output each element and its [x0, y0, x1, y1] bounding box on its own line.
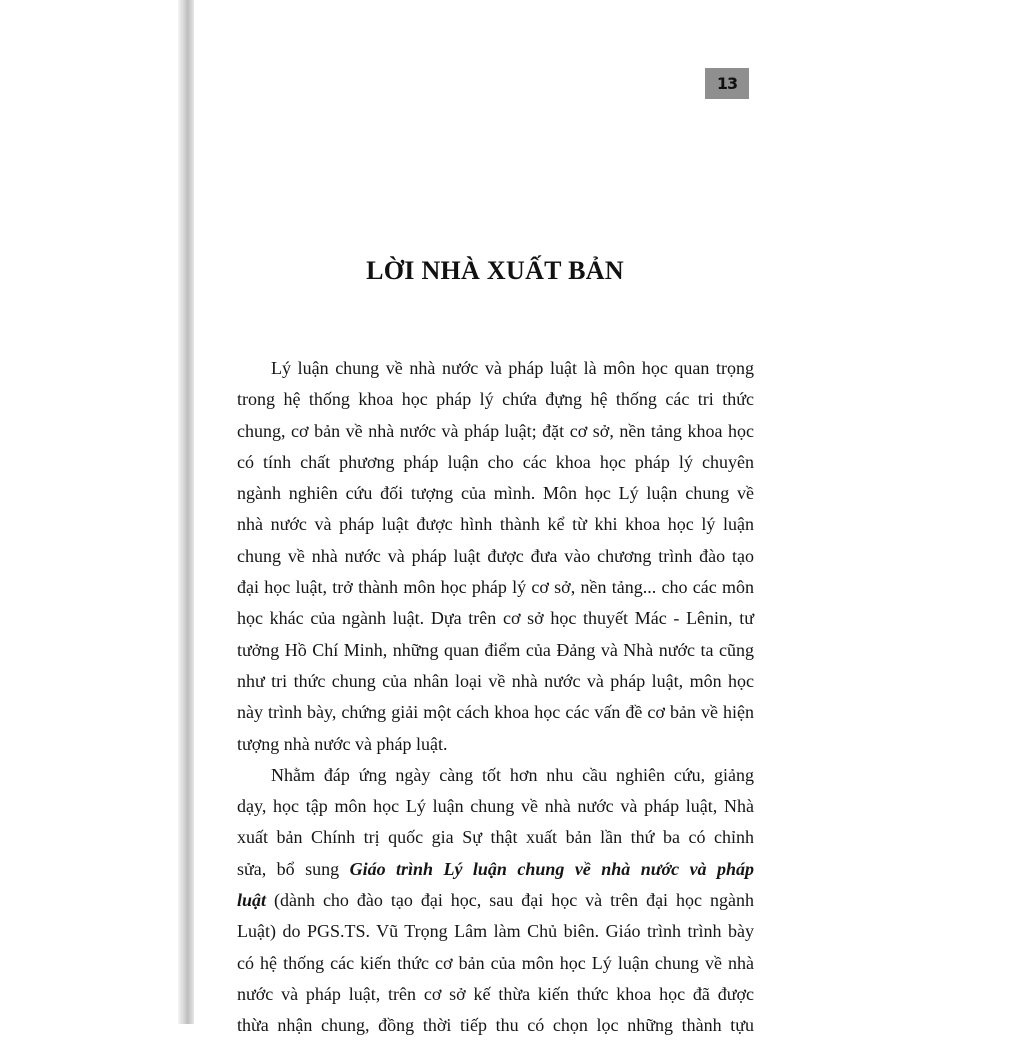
text-line: Nhằm đáp ứng ngày càng tốt hơn nhu cầu nghiên cứu, giảng: [271, 764, 754, 785]
paragraph-1: [237, 353, 754, 760]
text-line: trong hệ thống khoa học pháp lý chứa đựng hệ thống các tri thức: [237, 389, 754, 410]
page-number: 13: [716, 74, 738, 93]
text-line: thừa nhận chung, đồng thời tiếp thu có chọn lọc những thành tựu: [237, 1015, 754, 1036]
body-text: [237, 353, 754, 1042]
text-line: dạy, học tập môn học Lý luận chung về nhà nước và pháp luật, Nhà: [237, 796, 754, 817]
text-line: có hệ thống các kiến thức cơ bản của môn học Lý luận chung về nhà: [237, 952, 754, 973]
text-line: tưởng Hồ Chí Minh, những quan điểm của Đảng và Nhà nước ta cũng: [237, 639, 754, 660]
text-line: này trình bày, chứng giải một cách khoa học các vấn đề cơ bản về hiện: [237, 702, 754, 723]
text-fragment: (dành cho đào tạo đại học, sau đại học và trên đại học ngành: [266, 890, 754, 911]
text-line: như tri thức chung của nhân loại về nhà nước và pháp luật, môn học: [237, 670, 754, 691]
text-line: nước và pháp luật, trên cơ sở kế thừa kiến thức khoa học đã được: [237, 983, 754, 1004]
page-heading: LỜI NHÀ XUẤT BẢN: [366, 256, 624, 285]
text-line: học khác của ngành luật. Dựa trên cơ sở học thuyết Mác - Lênin, tư: [237, 608, 754, 629]
paragraph-2: [237, 760, 754, 1042]
binding-shadow: [178, 0, 194, 1024]
text-line: chung, cơ bản về nhà nước và pháp luật; đặt cơ sở, nền tảng khoa học: [237, 420, 754, 441]
page-number-badge: [705, 68, 749, 99]
text-line: chung về nhà nước và pháp luật được đưa vào chương trình đào tạo: [237, 545, 754, 566]
book-title: luật: [237, 890, 267, 911]
text-line: [237, 885, 754, 916]
book-title: Giáo trình Lý luận chung về nhà nước và pháp: [349, 858, 755, 879]
text-line: ngành nghiên cứu đối tượng của mình. Môn học Lý luận chung về: [237, 483, 754, 504]
text-line: đại học luật, trở thành môn học pháp lý cơ sở, nền tảng... cho các môn: [237, 577, 754, 598]
text-line: xuất bản Chính trị quốc gia Sự thật xuất bản lần thứ ba có chỉnh: [237, 827, 754, 848]
text-line: tượng nhà nước và pháp luật.: [237, 733, 448, 754]
text-line: Lý luận chung về nhà nước và pháp luật là môn học quan trọng: [271, 358, 754, 378]
text-line: nhà nước và pháp luật được hình thành kể từ khi khoa học lý luận: [237, 514, 754, 535]
text-line: Luật) do PGS.TS. Vũ Trọng Lâm làm Chủ biên. Giáo trình trình bày: [237, 921, 754, 942]
text-line: [237, 854, 754, 885]
text-fragment: sửa, bổ sung: [237, 858, 350, 879]
text-line: có tính chất phương pháp luận cho các khoa học pháp lý chuyên: [237, 451, 754, 472]
